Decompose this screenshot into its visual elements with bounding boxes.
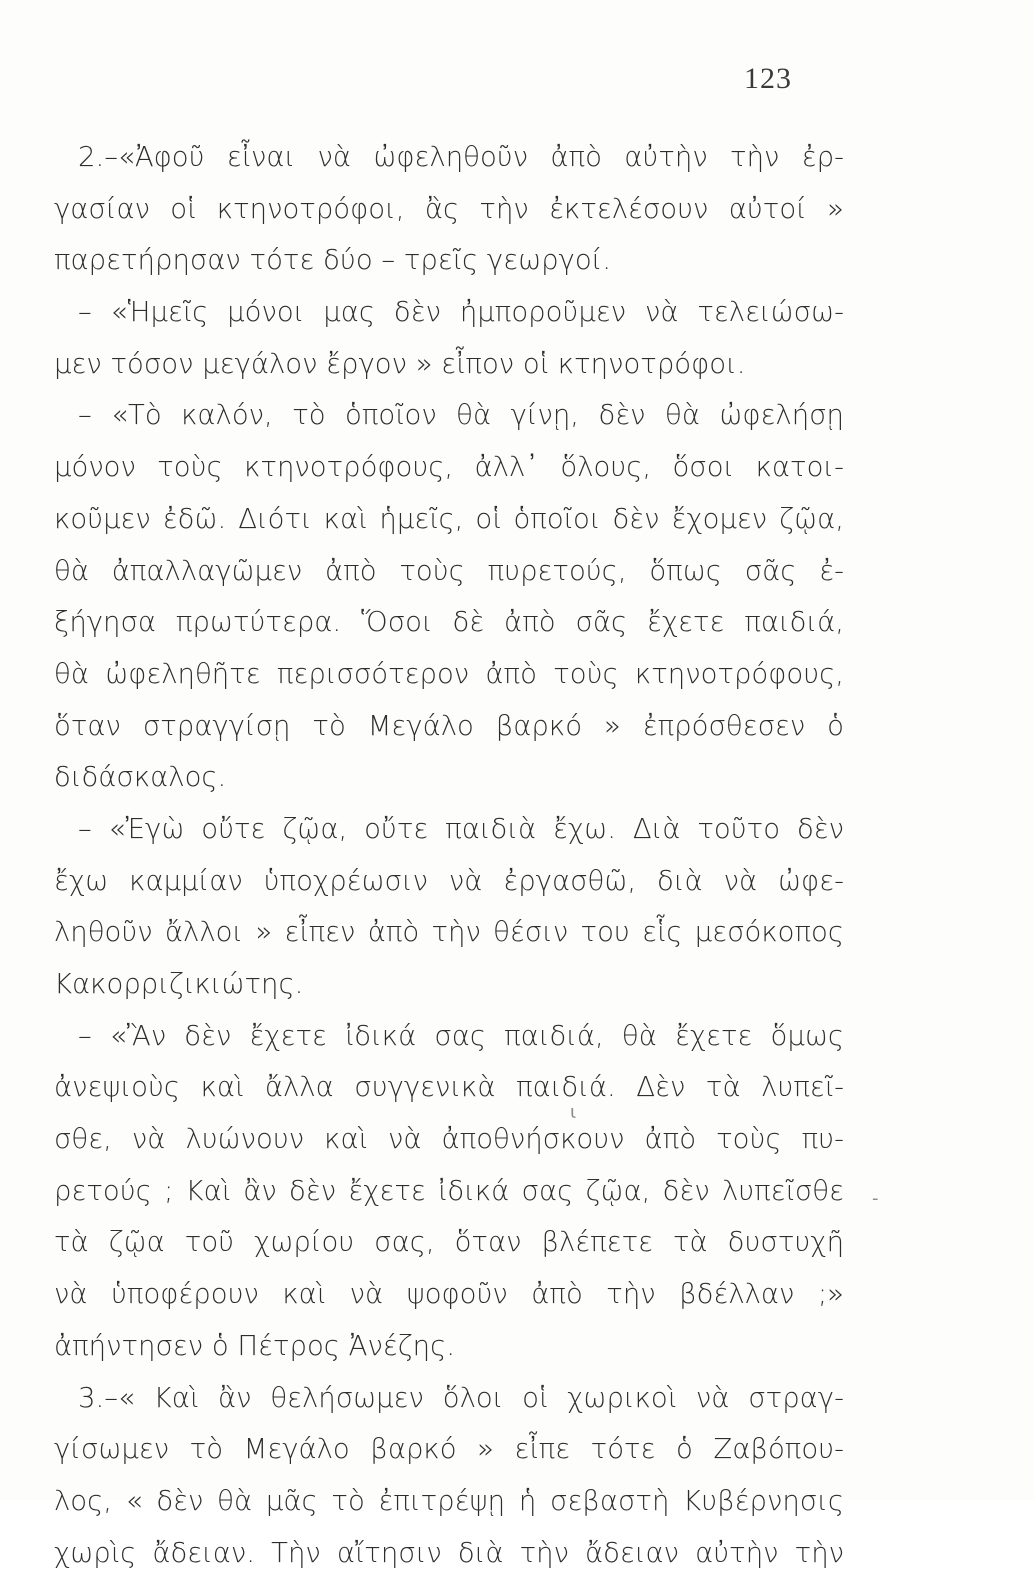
text-line: θὰ ἀπαλλαγῶμεν ἀπὸ τοὺς πυρετούς, ὅπως σᾶς ἐ- [54,554,844,587]
text-line: τὰ ζῷα τοῦ χωρίου σας, ὅταν βλέπετε τὰ δυστυχῆ [54,1226,844,1259]
text-line: 3.–« Καὶ ἂν θελήσωμεν ὅλοι οἱ χωρικοὶ νὰ στραγ- [78,1381,844,1414]
text-line: ἀνεψιοὺς καὶ ἄλλα συγγενικὰ παιδιά. Δὲν τὰ λυπεῖ- [54,1071,844,1104]
text-line: κοῦμεν ἐδῶ. Διότι καὶ ἡμεῖς, οἱ ὁποῖοι δὲν ἔχομεν ζῷα, [54,502,844,535]
page-number: 123 [744,62,792,95]
text-line: διδάσκαλος. [54,761,227,794]
text-line: νὰ ὑποφέρουν καὶ νὰ ψοφοῦν ἀπὸ τὴν βδέλλαν ;» [54,1278,844,1311]
body-text [54,132,844,1579]
text-line: – «Ἡμεῖς μόνοι μας δὲν ἠμποροῦμεν νὰ τελειώσω- [78,296,844,329]
text-line: σθε, νὰ λυώνουν καὶ νὰ ἀποθνήσκουν ἀπὸ τοὺς πυ- [54,1123,844,1156]
text-line: ξήγησα πρωτύτερα. Ὅσοι δὲ ἀπὸ σᾶς ἔχετε παιδιά, [54,606,844,639]
stray-mark: ι [570,1102,577,1123]
text-line: – «Τὸ καλόν, τὸ ὁποῖον θὰ γίνῃ, δὲν θὰ ὠφελήσῃ [78,399,844,432]
text-line: λος, « δὲν θὰ μᾶς τὸ ἐπιτρέψῃ ἡ σεβαστὴ Κυβέρνησις [54,1484,844,1517]
text-line: παρετήρησαν τότε δύο – τρεῖς γεωργοί. [54,244,612,277]
text-line: ὅταν στραγγίσῃ τὸ Μεγάλο βαρκό » ἐπρόσθεσεν ὁ [54,709,844,742]
text-line: Κακορριζικιώτης. [54,968,304,1000]
text-line: μεν τόσον μεγάλον ἔργον » εἶπον οἱ κτηνοτρόφοι. [54,347,746,380]
text-line: θὰ ὠφεληθῆτε περισσότερον ἀπὸ τοὺς κτηνοτρόφους, [54,657,844,690]
text-line: γίσωμεν τὸ Μεγάλο βαρκό » εἶπε τότε ὁ Ζαβόπου- [54,1433,844,1466]
text-line: 2.–«Ἀφοῦ εἶναι νὰ ὠφεληθοῦν ἀπὸ αὐτὴν τὴν ἐρ- [78,141,844,173]
text-line: γασίαν οἱ κτηνοτρόφοι, ἂς τὴν ἐκτελέσουν αὐτοί » [54,192,844,225]
text-line: ληθοῦν ἄλλοι » εἶπεν ἀπὸ τὴν θέσιν του εἷς μεσόκοπος [54,916,844,949]
text-line: ἀπήντησεν ὁ Πέτρος Ἀνέζης. [54,1329,455,1362]
text-line: χωρὶς ἄδειαν. Τὴν αἴτησιν διὰ τὴν ἄδειαν αὐτὴν τὴν [54,1536,844,1569]
text-line: μόνον τοὺς κτηνοτρόφους, ἀλλ᾽ ὅλους, ὅσοι κατοι- [54,451,844,484]
text-line: – «Ἐγὼ οὔτε ζῷα, οὔτε παιδιὰ ἔχω. Διὰ τοῦτο δὲν [78,812,844,845]
text-line: – «Ἂν δὲν ἔχετε ἰδικά σας παιδιά, θὰ ἔχετε ὅμως [78,1019,844,1052]
text-line: ρετούς ; Καὶ ἂν δὲν ἔχετε ἰδικά σας ζῷα, δὲν λυπεῖσθε [54,1174,844,1207]
stray-mark: - [872,1188,879,1209]
text-line: ἔχω καμμίαν ὑποχρέωσιν νὰ ἐργασθῶ, διὰ νὰ ὠφε- [54,864,844,897]
